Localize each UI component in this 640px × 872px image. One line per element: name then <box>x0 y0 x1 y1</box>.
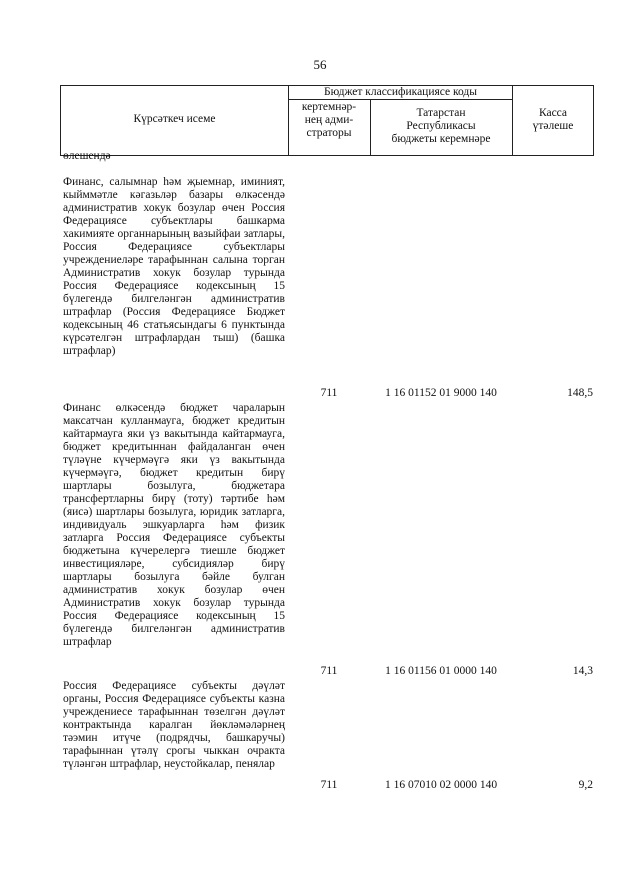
row-admin: 711 <box>320 779 338 791</box>
row-code: 1 16 01152 01 9000 140 <box>385 387 497 399</box>
row-name: Россия Федерациясе субъекты дәүләт органы, Россия Федерациясе субъекты казна учреждениесе тарафыннан төзелгән дәүләт контрактында каралган йөкләмәләрнең тәэмин итүче (подрядчы, башкаручы) тарафыннан үтәлү срогы чыккан очракта түләнгән штрафлар, неустойкалар, пенялар <box>63 680 285 770</box>
header-divider <box>370 99 371 156</box>
row-code: 1 16 07010 02 0000 140 <box>384 779 498 791</box>
page-number: 56 <box>313 57 327 72</box>
header-divider <box>512 85 513 156</box>
row-admin: 711 <box>320 387 338 399</box>
header-divider <box>288 99 512 100</box>
row-code: 1 16 01156 01 0000 140 <box>385 665 497 677</box>
continuation-text: өлешендә <box>63 150 111 162</box>
row-name: Финанс, салымнар һәм җыемнар, иминият, кыйммәтле кәгазьләр базары өлкәсендә административ хокук бозулар өчен Россия Федерациясе субъектлары башкарма хакимияте органнарының вазыйфаи затлары, Россия Федерациясе субъектлары учреждениеләре тарафыннан салына торган Административ хокук бозулар турында Россия Федерациясе кодексының 15 бүлегендә билгеләнгән административ штрафлар (Россия Федерациясе Бюджет кодексының 46 статьясындагы 6 пунктында күрсәтелгән штрафлардан тыш) (башка штрафлар) <box>63 176 285 357</box>
header-indicator: Күрсәткеч исеме <box>133 113 216 125</box>
header-budget-codes: Бюджет классификациясе коды <box>324 86 477 98</box>
header-cash: Касса үтәлеше <box>532 107 574 132</box>
header-admin: кертемнәр-нең адми-страторы <box>301 101 357 139</box>
header-revenue: Татарстан Республикасы бюджеты керемнәре <box>391 107 491 145</box>
row-amount: 9,2 <box>578 779 593 791</box>
table-row <box>63 402 285 649</box>
table-row <box>63 176 285 358</box>
row-name: Финанс өлкәсендә бюджет чараларын максатчан кулланмауга, бюджет кредитын кайтармауга яки үз вакытында кайтармауга, бюджет кредитыннан файдаланган өчен түләүне күчермәүгә яки үз вакытында күчермәүгә, бюджет кредитын бирү шартлары бозылуга, бюджетара трансфертларны бирү (тоту) тәртибе һәм (яисә) шартлары бозылуга, юридик затларга, индивидуаль эшкуарларга һәм физик затларга Россия Федерациясе субъекты бюджетына күчерелергә тиешле бюджет инвестицияләре, субсидияләр бирү шартлары бозылуга бәйле булган административ хокук бозулар өчен Административ хокук бозулар турында Россия Федерациясе кодексының 15 бүлегендә билгеләнгән административ штрафлар <box>63 402 285 648</box>
row-amount: 14,3 <box>572 665 593 677</box>
row-admin: 711 <box>320 665 338 677</box>
row-amount: 148,5 <box>567 387 593 399</box>
table-row <box>63 680 285 771</box>
